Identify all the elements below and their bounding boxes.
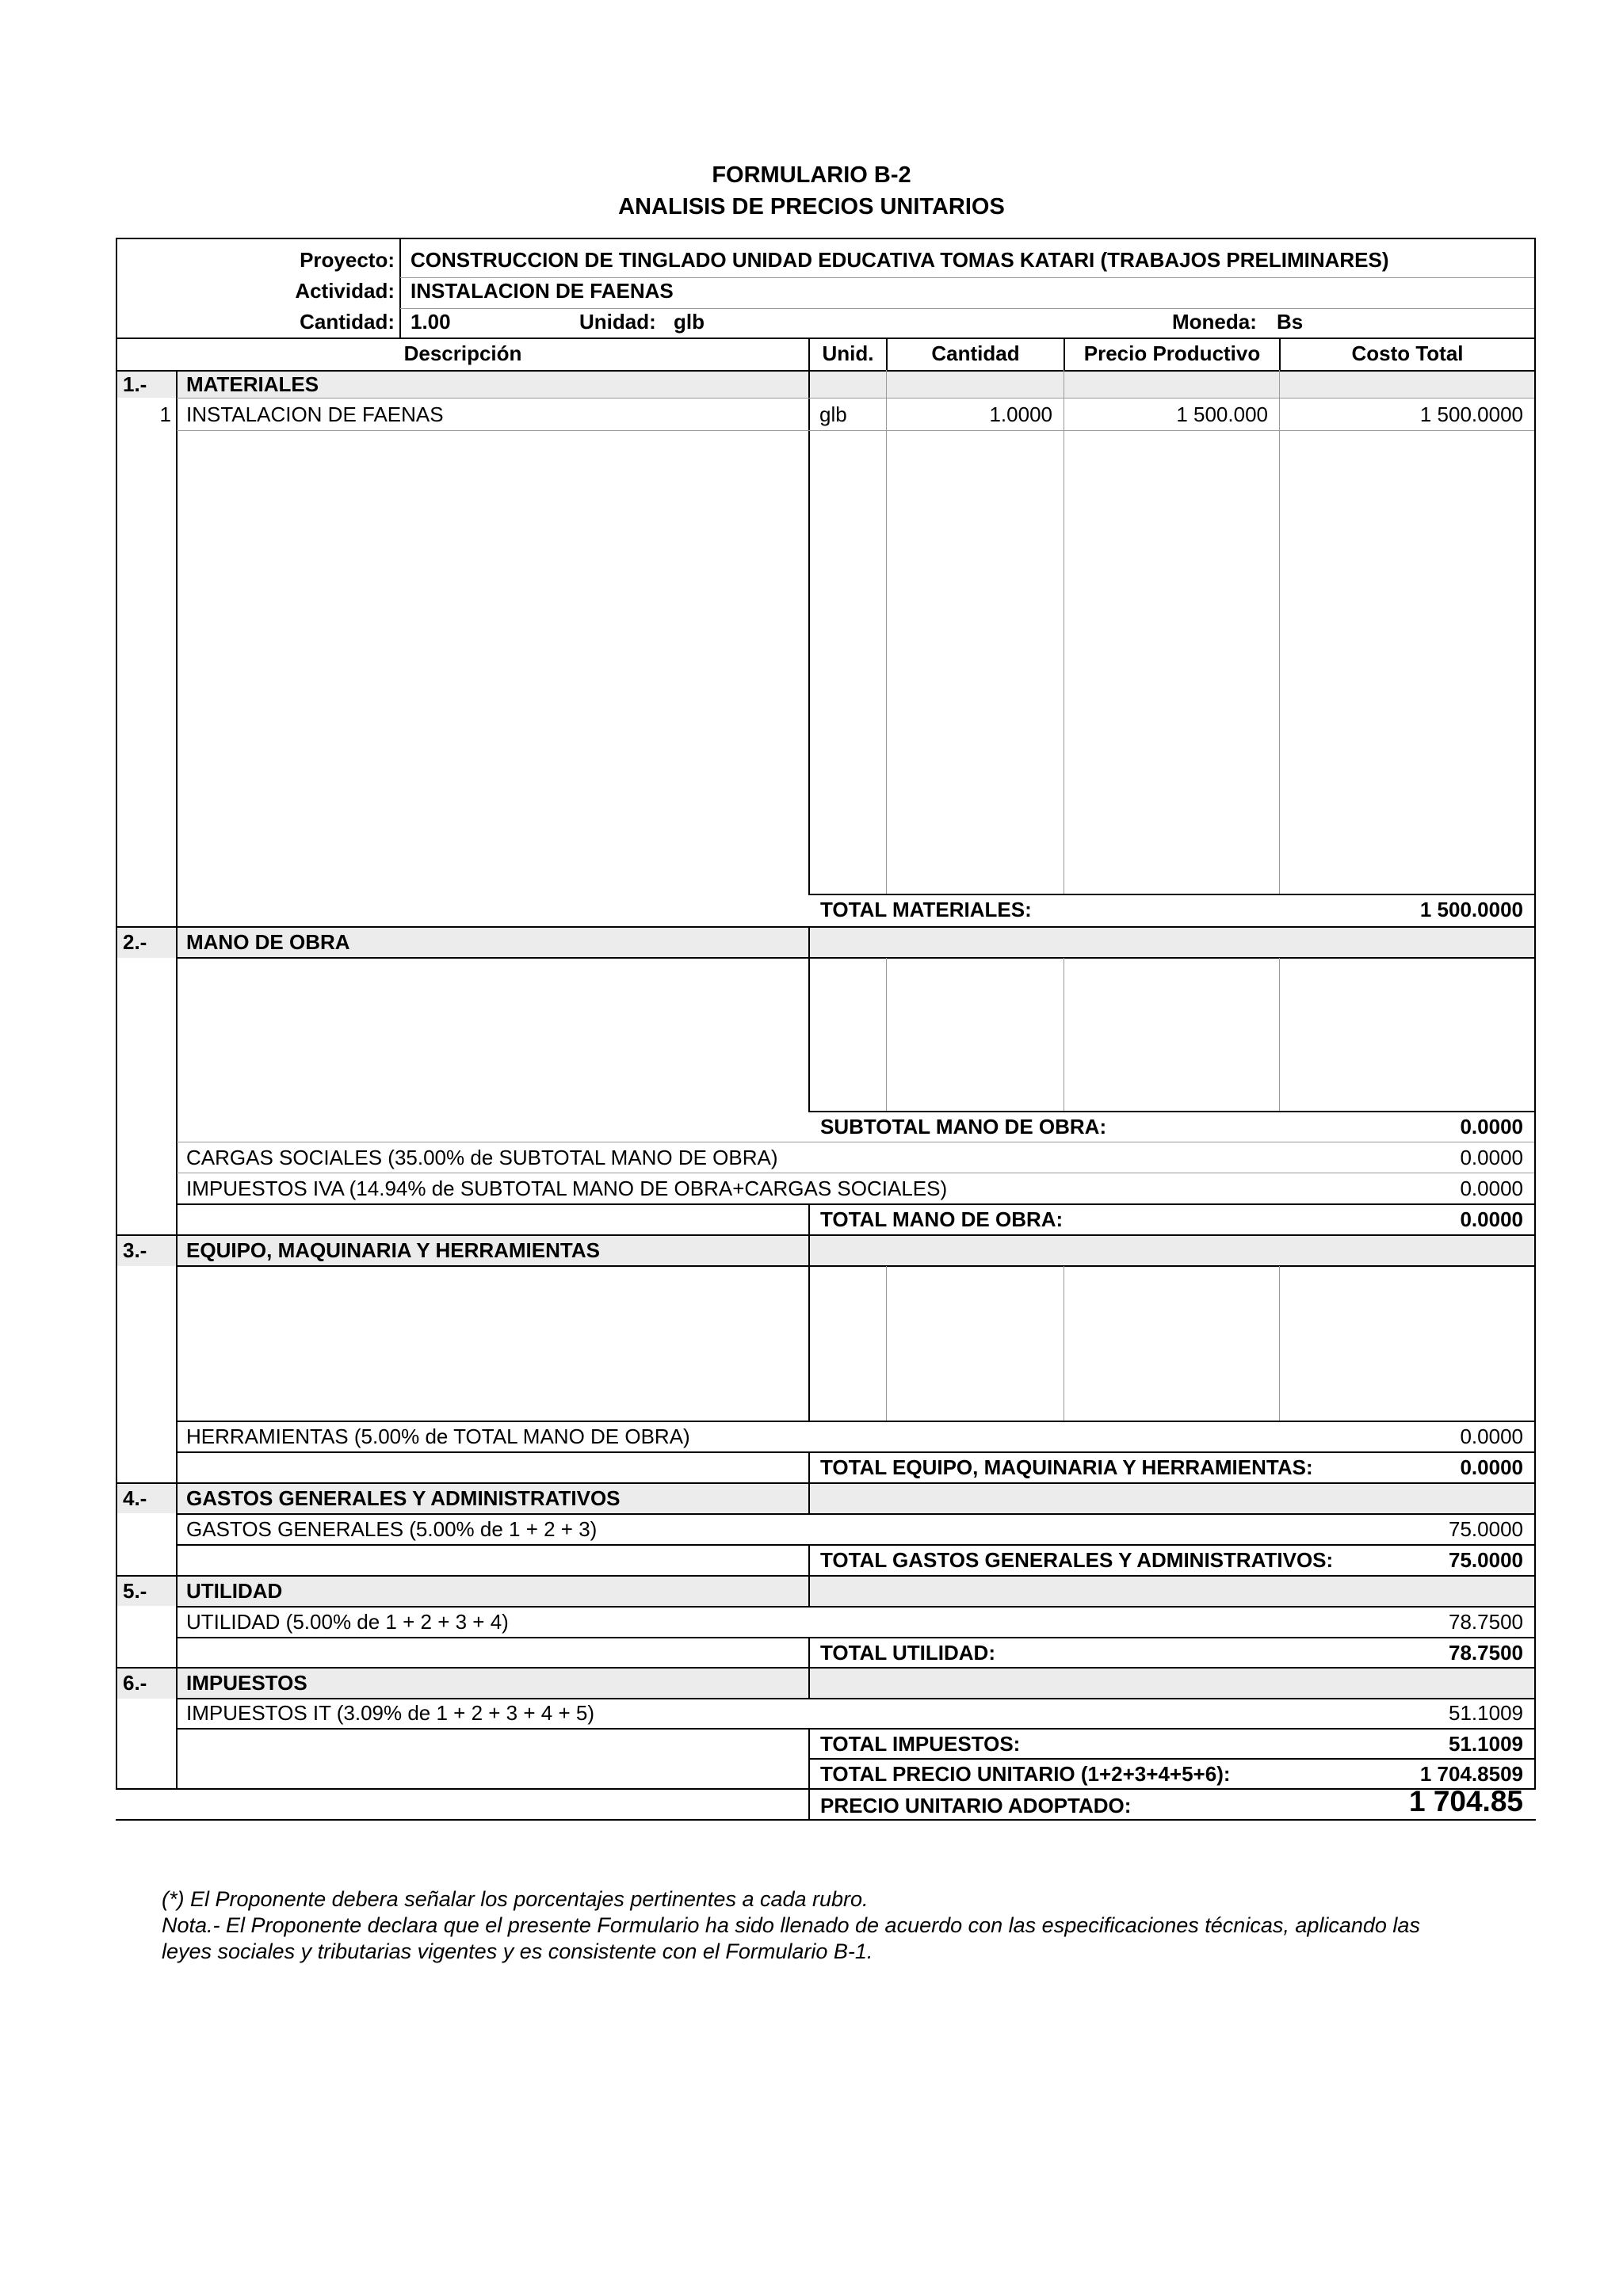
table-left-border: [116, 238, 117, 1790]
total-materiales-value: 1 500.0000: [1419, 898, 1523, 921]
unidad-label: Unidad:: [579, 310, 656, 334]
info-line: [400, 308, 1534, 309]
actividad-label: Actividad:: [295, 279, 395, 303]
impuestos-it-label: IMPUESTOS IT (3.09% de 1 + 2 + 3 + 4 + 5): [186, 1701, 594, 1725]
total-impuestos-label: TOTAL IMPUESTOS:: [820, 1732, 1021, 1756]
section-6-title: IMPUESTOS: [186, 1671, 307, 1695]
col-divider: [1279, 1266, 1280, 1421]
col-divider: [808, 1637, 810, 1668]
total-gastos-label: TOTAL GASTOS GENERALES Y ADMINISTRATIVOS:: [820, 1548, 1334, 1572]
section-6-number: 6.-: [123, 1671, 147, 1695]
total-impuestos-value: 51.1009: [1449, 1732, 1523, 1756]
section-3-title: EQUIPO, MAQUINARIA Y HERRAMIENTAS: [186, 1238, 600, 1262]
table-right-border: [1534, 238, 1536, 1790]
section-2-top: [116, 926, 1536, 928]
col-divider: [1279, 958, 1280, 1112]
section-5-number: 5.-: [123, 1579, 147, 1603]
note-line-1: (*) El Proponente debera señalar los porcentajes pertinentes a cada rubro.: [162, 1887, 869, 1911]
gastos-generales-label: GASTOS GENERALES (5.00% de 1 + 2 + 3): [186, 1517, 598, 1541]
header-row-bottom: [116, 370, 1536, 372]
actividad-value: INSTALACION DE FAENAS: [411, 279, 674, 303]
total-mano-obra-value: 0.0000: [1460, 1207, 1523, 1231]
total-precio-unitario-label: TOTAL PRECIO UNITARIO (1+2+3+4+5+6):: [820, 1762, 1231, 1786]
adoptado-underline: [116, 1819, 1536, 1821]
num-col-divider: [176, 926, 178, 1235]
material-item-price: 1 500.000: [1176, 402, 1268, 426]
material-item-description: INSTALACION DE FAENAS: [186, 402, 444, 426]
total-precio-unitario-value: 1 704.8509: [1419, 1762, 1523, 1786]
col-divider: [808, 1728, 810, 1819]
num-col-divider: [176, 370, 178, 926]
col-header-cantidad: Cantidad: [931, 341, 1020, 365]
impuestos-it-value: 51.1009: [1449, 1701, 1523, 1725]
row-line: [177, 430, 1534, 431]
col-divider: [808, 370, 810, 894]
num-col-divider: [176, 1234, 178, 1483]
num-col-divider: [176, 1575, 178, 1668]
section-4-number: 4.-: [123, 1486, 147, 1510]
info-label-divider: [399, 238, 401, 338]
note-line-3: leyes sociales y tributarias vigentes y es consistente con el Formulario B-1.: [162, 1939, 873, 1963]
section-6-top: [116, 1667, 1536, 1669]
section-3-number: 3.-: [123, 1238, 147, 1262]
col-header-precio: Precio Productivo: [1083, 341, 1261, 365]
num-col-divider: [176, 1482, 178, 1576]
col-divider: [808, 1544, 810, 1576]
row-line: [176, 1265, 1536, 1267]
note-line-2: Nota.- El Proponente declara que el presente Formulario ha sido llenado de acuerdo con las especificaciones técnicas, aplicando las: [162, 1913, 1420, 1937]
unidad-value: glb: [674, 310, 705, 334]
col-divider: [808, 1482, 810, 1513]
material-item-number: 1: [159, 402, 171, 426]
materiales-header-shade: [116, 372, 1534, 398]
material-item-quantity: 1.0000: [989, 402, 1052, 426]
form-title: FORMULARIO B-2: [712, 162, 911, 188]
moneda-value: Bs: [1277, 310, 1304, 334]
cargas-sociales-value: 0.0000: [1460, 1146, 1523, 1169]
impuestos-header-shade: [116, 1669, 1534, 1699]
row-line: [176, 1606, 1536, 1608]
total-mano-obra-label: TOTAL MANO DE OBRA:: [820, 1207, 1064, 1231]
proyecto-value: CONSTRUCCION DE TINGLADO UNIDAD EDUCATIVA TOMAS KATARI (TRABAJOS PRELIMINARES): [411, 248, 1389, 272]
herramientas-label: HERRAMIENTAS (5.00% de TOTAL MANO DE OBRA): [186, 1425, 690, 1448]
section-1-title: MATERIALES: [186, 372, 319, 396]
col-divider: [1279, 370, 1280, 894]
precio-adoptado-value: 1 704.85: [1408, 1785, 1523, 1817]
col-divider: [886, 958, 887, 1112]
utilidad-value: 78.7500: [1449, 1610, 1523, 1634]
row-line: [808, 1111, 1536, 1112]
row-line: [176, 1544, 1536, 1546]
form-subtitle: ANALISIS DE PRECIOS UNITARIOS: [618, 194, 1005, 219]
row-line: [808, 1758, 1536, 1760]
table-top-border: [116, 238, 1536, 239]
col-divider: [808, 1234, 810, 1421]
section-2-number: 2.-: [123, 930, 147, 954]
col-divider: [886, 370, 887, 894]
col-divider: [808, 1451, 810, 1483]
herramientas-value: 0.0000: [1460, 1425, 1523, 1448]
col-divider: [808, 926, 810, 1112]
cargas-sociales-label: CARGAS SOCIALES (35.00% de SUBTOTAL MANO DE OBRA): [186, 1146, 778, 1169]
row-line: [177, 398, 1534, 399]
cantidad-value: 1.00: [411, 310, 451, 334]
total-materiales-label: TOTAL MATERIALES:: [820, 898, 1032, 921]
impuestos-iva-value: 0.0000: [1460, 1177, 1523, 1200]
row-line: [176, 1728, 1536, 1730]
section-5-top: [116, 1575, 1536, 1577]
row-line: [176, 1637, 1536, 1638]
subtotal-mano-obra-value: 0.0000: [1460, 1115, 1523, 1138]
total-utilidad-value: 78.7500: [1449, 1641, 1523, 1665]
section-1-number: 1.-: [123, 372, 147, 396]
col-divider: [808, 1203, 810, 1235]
col-header-descripcion: Descripción: [403, 341, 522, 365]
section-4-top: [116, 1482, 1536, 1484]
impuestos-iva-label: IMPUESTOS IVA (14.94% de SUBTOTAL MANO DE OBRA+CARGAS SOCIALES): [186, 1177, 948, 1200]
section-5-title: UTILIDAD: [186, 1579, 283, 1603]
col-divider: [808, 1667, 810, 1699]
moneda-label: Moneda:: [1172, 310, 1257, 334]
col-header-costo: Costo Total: [1351, 341, 1464, 365]
row-line: [176, 1513, 1536, 1515]
col-header-unid: Unid.: [822, 341, 874, 365]
section-3-top: [116, 1234, 1536, 1236]
material-item-unit: glb: [819, 402, 847, 426]
col-divider: [808, 1575, 810, 1606]
total-materiales-line: [808, 894, 1536, 895]
row-line: [176, 957, 1536, 959]
total-utilidad-label: TOTAL UTILIDAD:: [820, 1641, 995, 1665]
material-item-cost: 1 500.0000: [1419, 402, 1523, 426]
row-line: [176, 1451, 1536, 1453]
section-2-title: MANO DE OBRA: [186, 930, 350, 954]
row-line: [176, 1421, 1536, 1422]
col-divider: [886, 1266, 887, 1421]
gastos-generales-value: 75.0000: [1449, 1517, 1523, 1541]
total-equipo-label: TOTAL EQUIPO, MAQUINARIA Y HERRAMIENTAS:: [820, 1455, 1313, 1479]
total-gastos-value: 75.0000: [1449, 1548, 1523, 1572]
utilidad-label: UTILIDAD (5.00% de 1 + 2 + 3 + 4): [186, 1610, 509, 1634]
section-4-title: GASTOS GENERALES Y ADMINISTRATIVOS: [186, 1486, 621, 1510]
precio-adoptado-label: PRECIO UNITARIO ADOPTADO:: [820, 1794, 1132, 1817]
total-equipo-value: 0.0000: [1460, 1455, 1523, 1479]
utilidad-header-shade: [116, 1577, 1534, 1606]
cantidad-label: Cantidad:: [300, 310, 395, 334]
header-row-top: [116, 338, 1536, 339]
subtotal-mano-obra-label: SUBTOTAL MANO DE OBRA:: [820, 1115, 1107, 1138]
proyecto-label: Proyecto:: [300, 248, 395, 272]
row-line: [176, 1203, 1536, 1205]
